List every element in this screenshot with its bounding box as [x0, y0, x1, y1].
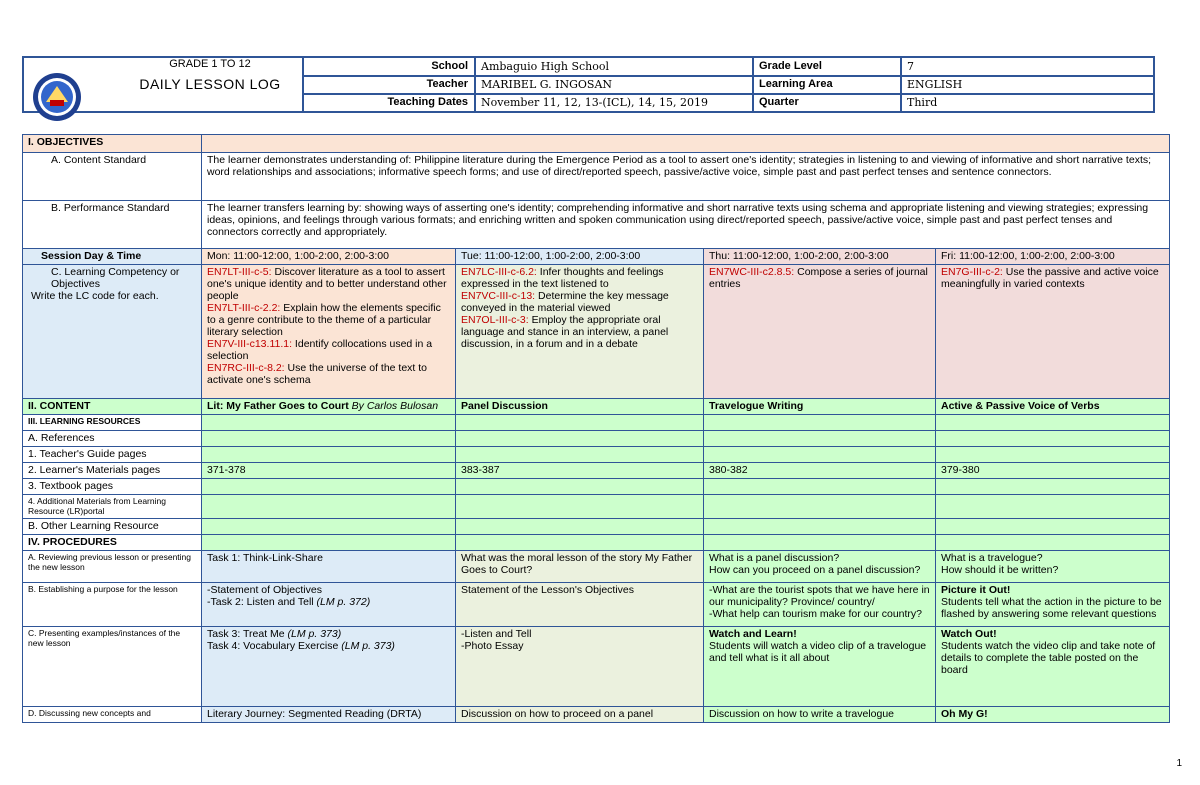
proc-c-label: C. Presenting examples/instances of the new lesson — [23, 627, 202, 707]
proc-d-thu: Discussion on how to write a travelogue — [704, 707, 936, 723]
proc-b-fri-text: Students tell what the action in the picture to be flashed by answering some relevant questions — [941, 596, 1162, 620]
page-number: 1 — [1176, 758, 1182, 769]
lm-pages-fri: 379-380 — [936, 463, 1170, 479]
content-thu: Travelogue Writing — [704, 399, 936, 415]
proc-a-thu-q1: What is a panel discussion? — [709, 552, 840, 564]
quarter-value: Third — [907, 96, 938, 109]
teacher-value: MARIBEL G. INGOSAN — [481, 78, 613, 91]
session-thu: Thu: 11:00-12:00, 1:00-2:00, 2:00-3:00 — [704, 249, 936, 265]
lc-code: EN7RC-III-c-8.2: — [207, 362, 285, 374]
proc-c-mon-2 — [207, 640, 450, 652]
lc-code: EN7LT-III-c-5: — [207, 266, 272, 278]
proc-b-thu-2: -What help can tourism make for our country? — [709, 608, 923, 620]
content-heading: II. CONTENT — [23, 399, 202, 415]
proc-b-tue: Statement of the Lesson's Objectives — [456, 583, 704, 627]
lc-text: Use the universe of the text to activate one's schema — [207, 362, 428, 386]
lc-code: EN7LT-III-c-2.2: — [207, 302, 281, 314]
learning-area-label: Learning Area — [759, 78, 833, 90]
lc-item — [461, 290, 698, 314]
proc-a-thu-q2: How can you proceed on a panel discussion? — [709, 564, 921, 576]
proc-b-fri-title: Picture it Out! — [941, 584, 1011, 596]
proc-a-tue: What was the moral lesson of the story My Father Goes to Court? — [456, 551, 704, 583]
proc-c-mon-1 — [207, 628, 450, 640]
proc-c-tue — [456, 627, 704, 707]
performance-standard-label: B. Performance Standard — [23, 201, 202, 249]
competency-fri — [936, 265, 1170, 399]
proc-c-fri — [936, 627, 1170, 707]
objectives-heading-fill — [202, 135, 1170, 153]
content-mon-title: Lit: My Father Goes to Court — [207, 400, 349, 412]
lc-text: Infer thoughts and feelings expressed in the text listened to — [461, 266, 664, 290]
proc-c-mon — [202, 627, 456, 707]
references-label: A. References — [23, 431, 202, 447]
header-divider — [302, 75, 1155, 77]
session-fri: Fri: 11:00-12:00, 1:00-2:00, 2:00-3:00 — [936, 249, 1170, 265]
doc-title: DAILY LESSON LOG — [139, 76, 281, 92]
lc-text: Use the passive and active voice meaningfully in varied contexts — [941, 266, 1159, 290]
content-fri: Active & Passive Voice of Verbs — [936, 399, 1170, 415]
lc-text: Determine the key message conveyed in the material viewed — [461, 290, 669, 314]
quarter-label: Quarter — [759, 96, 799, 108]
proc-c-tue-1: -Listen and Tell — [461, 628, 532, 640]
proc-a-fri-q2: How should it be written? — [941, 564, 1059, 576]
proc-b-thu-1: -What are the tourist spots that we have here in our municipality? Province/ country/ — [709, 584, 930, 608]
grade-level-value: 7 — [907, 60, 914, 73]
content-standard-label: A. Content Standard — [23, 153, 202, 201]
competency-label-cell — [23, 265, 202, 399]
lm-pages-mon: 371-378 — [202, 463, 456, 479]
proc-b-mon-1: -Statement of Objectives — [207, 584, 322, 596]
learning-area-value: ENGLISH — [907, 78, 963, 91]
competency-tue — [456, 265, 704, 399]
lc-item — [461, 314, 698, 350]
lc-text: Explain how the elements specific to a genre contribute to the theme of a particular literary selection — [207, 302, 441, 338]
proc-c-mon-2-ref: (LM p. 373) — [341, 640, 395, 652]
proc-a-mon: Task 1: Think-Link-Share — [202, 551, 456, 583]
content-mon — [202, 399, 456, 415]
proc-b-mon-2-ref: (LM p. 372) — [316, 596, 371, 608]
lc-item — [207, 302, 450, 338]
proc-c-mon-1-ref: (LM p. 373) — [287, 628, 342, 640]
header-divider — [474, 56, 476, 113]
proc-c-mon-2-text: Task 4: Vocabulary Exercise — [207, 640, 342, 652]
dates-label: Teaching Dates — [387, 96, 468, 108]
proc-d-fri: Oh My G! — [936, 707, 1170, 723]
lc-item — [709, 266, 930, 290]
lc-code: EN7WC-III-c2.8.5: — [709, 266, 795, 278]
proc-b-mon-2 — [207, 596, 450, 608]
proc-c-thu — [704, 627, 936, 707]
proc-a-fri — [936, 551, 1170, 583]
resources-heading: III. LEARNING RESOURCES — [23, 415, 202, 431]
header-divider — [900, 56, 902, 113]
proc-b-mon — [202, 583, 456, 627]
lc-item — [941, 266, 1164, 290]
proc-d-label: D. Discussing new concepts and — [23, 707, 202, 723]
proc-b-label: B. Establishing a purpose for the lesson — [23, 583, 202, 627]
lc-code: EN7OL-III-c-3: — [461, 314, 529, 326]
session-tue: Tue: 11:00-12:00, 1:00-2:00, 2:00-3:00 — [456, 249, 704, 265]
deped-seal-logo — [32, 72, 82, 122]
proc-c-fri-text: Students watch the video clip and take note of details to complete the table posted on the board — [941, 640, 1156, 676]
other-resource-label: B. Other Learning Resource — [23, 519, 202, 535]
proc-b-thu — [704, 583, 936, 627]
school-label: School — [431, 60, 468, 72]
lc-item — [207, 362, 450, 386]
tb-label: 3. Textbook pages — [23, 479, 202, 495]
lm-pages-tue: 383-387 — [456, 463, 704, 479]
competency-mon — [202, 265, 456, 399]
teacher-label: Teacher — [426, 78, 468, 90]
proc-a-fri-q1: What is a travelogue? — [941, 552, 1043, 564]
lc-text: Compose a series of journal entries — [709, 266, 928, 290]
session-label: Session Day & Time — [23, 249, 202, 265]
proc-b-fri — [936, 583, 1170, 627]
lc-code: EN7VC-III-c-13: — [461, 290, 536, 302]
performance-standard-text: The learner transfers learning by: showing ways of asserting one's identity; comprehending informative and short narrative texts using schema and appropriate listening and viewing strategies; expressing ideas, opinions, and feelings through various formats; and enriching written and spoken communication using direct/reported speech, passive/active voice, simple past and past perfect tenses and connectors correctly and appropriately. — [202, 201, 1170, 249]
lesson-log-table — [22, 134, 1170, 723]
content-mon-author: By Carlos Bulosan — [348, 400, 439, 412]
grade-span: GRADE 1 TO 12 — [169, 58, 251, 70]
proc-c-tue-2: -Photo Essay — [461, 640, 524, 652]
proc-c-mon-1-text: Task 3: Treat Me — [207, 628, 288, 640]
proc-a-label: A. Reviewing previous lesson or presenting the new lesson — [23, 551, 202, 583]
proc-b-mon-2-text: -Task 2: Listen and Tell — [207, 596, 317, 608]
lc-code: EN7V-III-c13.11.1: — [207, 338, 293, 350]
lc-item — [207, 338, 450, 362]
session-mon: Mon: 11:00-12:00, 1:00-2:00, 2:00-3:00 — [202, 249, 456, 265]
content-tue: Panel Discussion — [456, 399, 704, 415]
competency-sublabel: Write the LC code for each. — [31, 290, 159, 302]
lc-item — [461, 266, 698, 290]
proc-c-fri-title: Watch Out! — [941, 628, 997, 640]
proc-c-thu-title: Watch and Learn! — [709, 628, 797, 640]
competency-thu — [704, 265, 936, 399]
lm-label: 2. Learner's Materials pages — [23, 463, 202, 479]
lc-text: Identify collocations used in a selection — [207, 338, 433, 362]
proc-d-tue: Discussion on how to proceed on a panel — [456, 707, 704, 723]
lm-pages-thu: 380-382 — [704, 463, 936, 479]
lc-text: Employ the appropriate oral language and stance in an interview, a panel discussion, in a forum and in a debate — [461, 314, 669, 350]
lc-code: EN7G-III-c-2: — [941, 266, 1003, 278]
lc-text: Discover literature as a tool to assert one's unique identity and to better understand other people — [207, 266, 447, 302]
school-value: Ambaguio High School — [481, 60, 610, 73]
grade-level-label: Grade Level — [759, 60, 822, 72]
lc-item — [207, 266, 450, 302]
lr-label: 4. Additional Materials from Learning Resource (LR)portal — [23, 495, 202, 519]
tg-label: 1. Teacher's Guide pages — [23, 447, 202, 463]
lc-code: EN7LC-III-c-6.2: — [461, 266, 537, 278]
procedures-heading: IV. PROCEDURES — [23, 535, 202, 551]
competency-label: C. Learning Competency or Objectives — [51, 266, 180, 290]
proc-a-thu — [704, 551, 936, 583]
proc-c-thu-text: Students will watch a video clip of a travelogue and tell what is it all about — [709, 640, 927, 664]
proc-d-mon: Literary Journey: Segmented Reading (DRTA) — [202, 707, 456, 723]
dates-value: November 11, 12, 13-(ICL), 14, 15, 2019 — [481, 96, 709, 109]
content-standard-text: The learner demonstrates understanding of: Philippine literature during the Emergence Period as a tool to assert one's identity; strategies in listening to and viewing of informative and short narrative texts; word relationships and associations; informative speech forms; and use of direct/reported speech, passive/active voice, simple past and past perfect tenses and sentence connectors. — [202, 153, 1170, 201]
header-divider — [302, 93, 1155, 95]
header-divider — [752, 56, 754, 113]
objectives-heading: I. OBJECTIVES — [23, 135, 202, 153]
